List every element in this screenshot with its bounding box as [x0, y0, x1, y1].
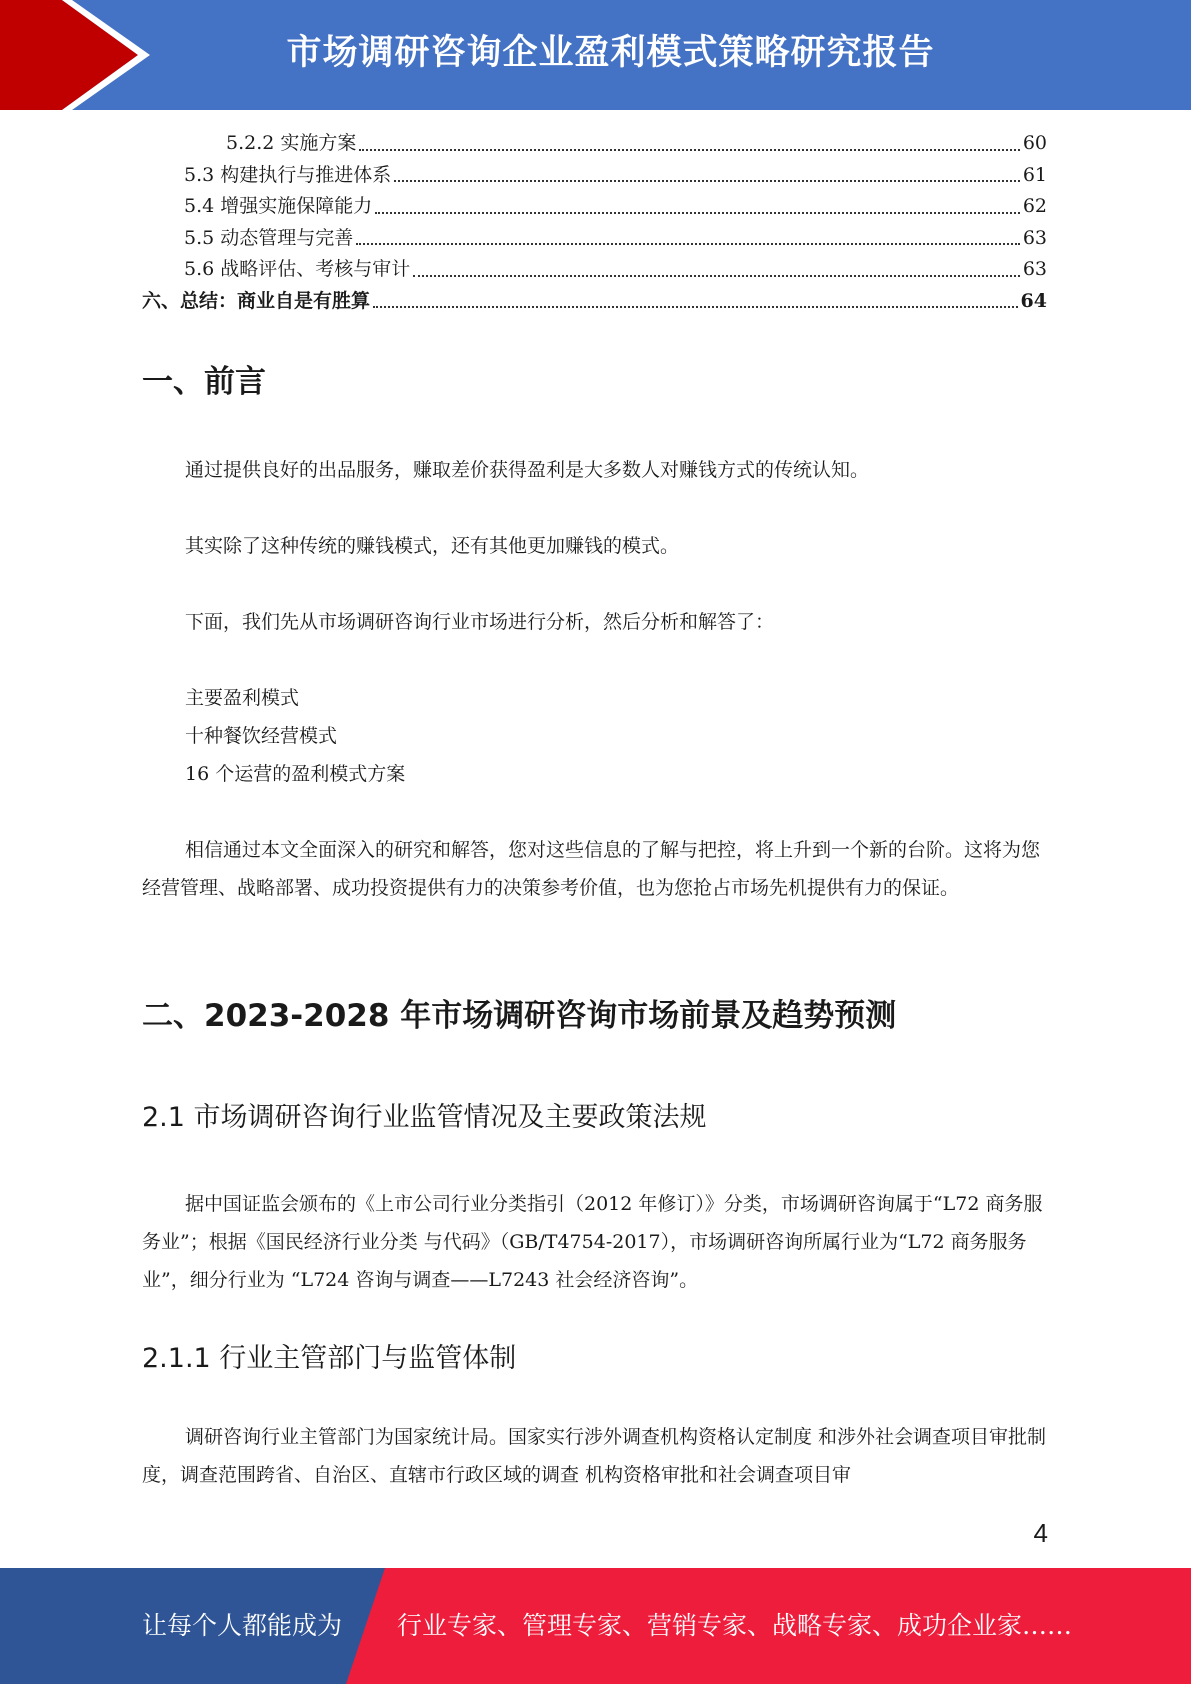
toc-entry-label: 5.2.2 实施方案 [226, 132, 357, 154]
section-heading-preface: 一、前言 [142, 364, 266, 400]
paragraph: 相信通过本文全面深入的研究和解答，您对这些信息的了解与把控，将上升到一个新的台阶。这将为您经营管理、战略部署、成功投资提供有力的决策参考价值，也为您抢占市场先机提供有力的保证。 [142, 839, 1041, 899]
toc-entry-label: 5.5 动态管理与完善 [184, 226, 354, 249]
paragraph: 据中国证监会颁布的《上市公司行业分类指引（2012 年修订）》分类，市场调研咨询属于“L72 商务服务业”；根据《国民经济行业分类 与代码》（GB/T4754-2017），市场调研咨询所属行业为“L72 商务服务业”，细分行业为 “L724 咨询与调查——L7243 社会经济咨询”。 [142, 1193, 1043, 1291]
toc-entry-page: 61 [1022, 163, 1047, 186]
section-heading-forecast: 二、2023-2028 年市场调研咨询市场前景及趋势预测 [142, 998, 897, 1034]
toc-leader-dots [356, 243, 1020, 245]
toc-entry[interactable] [142, 160, 1047, 192]
toc-entry-label: 5.3 构建执行与推进体系 [184, 163, 392, 186]
list-item: 十种餐饮经营模式 [185, 725, 338, 747]
toc-leader-dots [413, 275, 1020, 277]
table-of-contents [142, 128, 1047, 317]
paragraph: 调研咨询行业主管部门为国家统计局。国家实行涉外调查机构资格认定制度 和涉外社会调查项目审批制度，调查范围跨省、自治区、直辖市行政区域的调查 机构资格审批和社会调查项目审 [142, 1426, 1047, 1486]
toc-entry[interactable] [142, 223, 1047, 255]
page-number: 4 [1033, 1518, 1048, 1548]
toc-entry-page: 63 [1022, 226, 1047, 249]
toc-entry[interactable] [142, 128, 1047, 160]
toc-entry-label: 六、总结：商业自是有胜算 [142, 289, 371, 312]
paragraph: 下面，我们先从市场调研咨询行业市场进行分析，然后分析和解答了： [185, 611, 775, 633]
toc-entry-label: 5.6 战略评估、考核与审计 [184, 258, 411, 280]
subsection-heading: 2.1.1 行业主管部门与监管体制 [142, 1343, 517, 1374]
subsection-heading: 2.1 市场调研咨询行业监管情况及主要政策法规 [142, 1102, 707, 1133]
list-item: 16 个运营的盈利模式方案 [185, 763, 406, 785]
footer-slogan-right: 行业专家、管理专家、营销专家、战略专家、成功企业家…… [397, 1611, 1073, 1640]
toc-entry-label: 5.4 增强实施保障能力 [184, 195, 373, 217]
header-banner [0, 0, 1191, 110]
toc-leader-dots [373, 306, 1018, 308]
toc-leader-dots [359, 149, 1019, 151]
toc-entry[interactable] [142, 286, 1047, 318]
footer-slogan-left: 让每个人都能成为 [142, 1611, 343, 1640]
paragraph: 其实除了这种传统的赚钱模式，还有其他更加赚钱的模式。 [185, 535, 680, 557]
paragraph: 通过提供良好的出品服务，赚取差价获得盈利是大多数人对赚钱方式的传统认知。 [185, 459, 870, 481]
toc-entry-page: 64 [1020, 289, 1047, 312]
toc-leader-dots [375, 212, 1020, 214]
report-title: 市场调研咨询企业盈利模式策略研究报告 [286, 33, 935, 73]
footer-banner [0, 1568, 1191, 1684]
toc-entry-page: 60 [1022, 132, 1047, 154]
toc-entry-page: 63 [1022, 258, 1047, 280]
toc-entry[interactable] [142, 191, 1047, 223]
list-item: 主要盈利模式 [185, 687, 300, 709]
toc-entry-page: 62 [1022, 195, 1047, 217]
toc-entry[interactable] [142, 254, 1047, 286]
toc-leader-dots [394, 180, 1020, 182]
